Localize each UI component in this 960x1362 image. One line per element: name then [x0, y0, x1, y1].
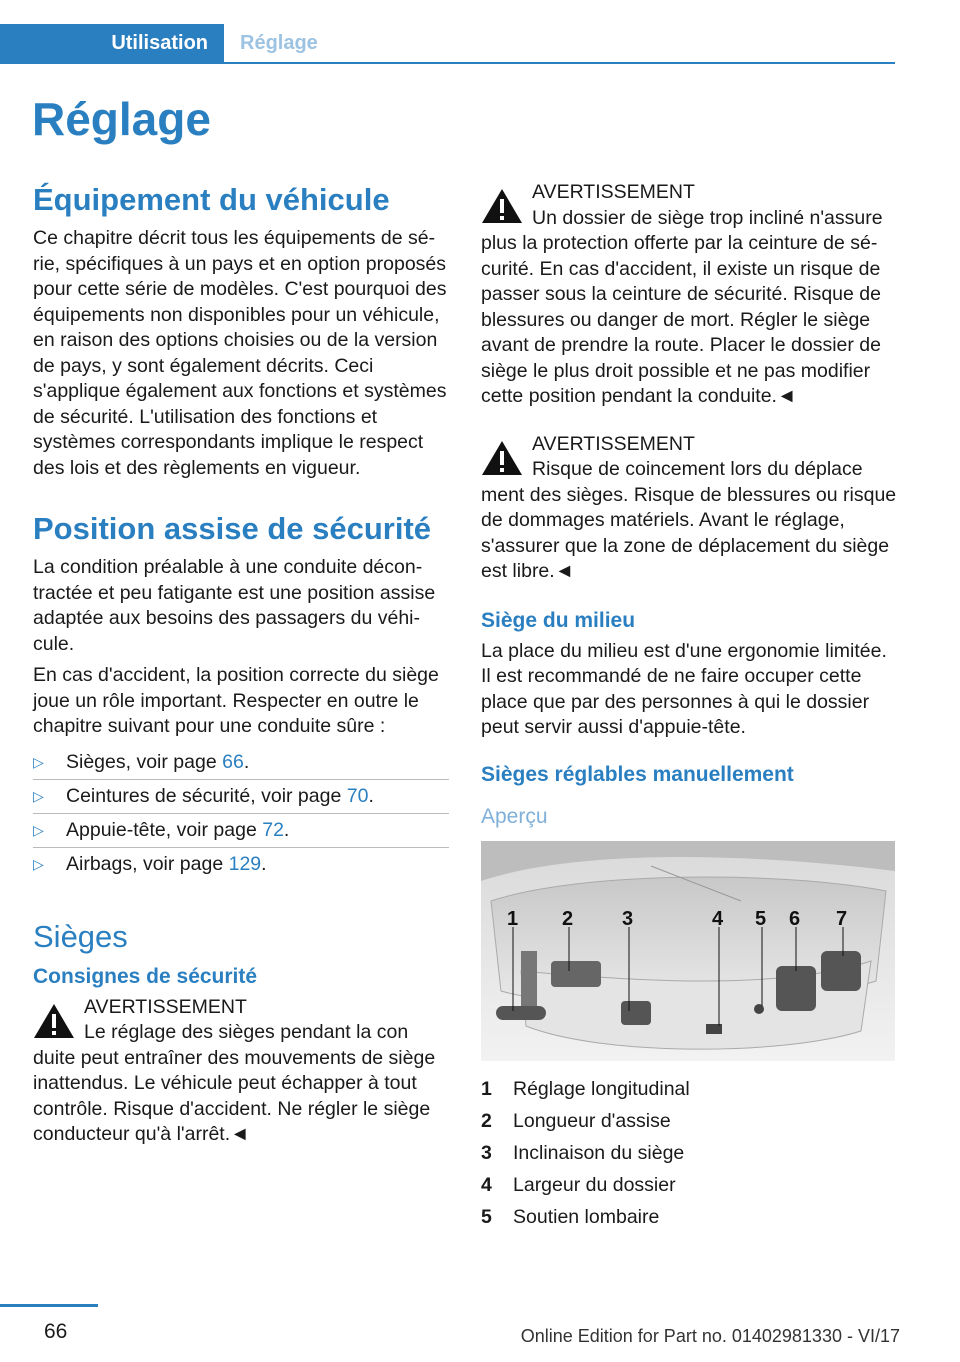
equipement-paragraph: Ce chapitre décrit tous les équipements de série, spécifiques à un pays et en option proposés pour cette série de modèles. C'est pourquoi des équipements non disponibles pour un véhicule, en raison des options choisies ou de la version de pays, y sont également décrits. Ceci s'applique également aux fonctions et systèmes de sécurité. L'utilisation des fonctions et systèmes correspondants implique le respect des lois et des règlements en vigueur. — [33, 227, 447, 479]
warning-text: plus la protection offerte par la ceinture de sécurité. En cas d'accident, il existe un risque de passer sous la ceinture de sécurité. Risque de blessures ou danger de mort. Régler le siège avant de prendre la route. Placer le dossier de siège le plus droit possible et ne pas modifier cette position pendant la conduite.◄ — [481, 232, 881, 407]
edition-note: Online Edition for Part no. 01402981330 - VI/17 — [520, 1326, 900, 1346]
section-equipement-title: Équipement du véhicule — [33, 182, 390, 217]
list-item: 5 Soutien lombaire — [481, 1205, 660, 1228]
position-paragraph-2: En cas d'accident, la position correcte du siège joue un rôle important. Respecter en outre le chapitre suivant pour une conduite sûre : — [33, 664, 439, 737]
warning-title: AVERTISSEMENT — [84, 995, 247, 1018]
tab-reglage[interactable]: Réglage — [240, 32, 318, 54]
image-label: 4 — [712, 907, 724, 930]
milieu-paragraph: La place du milieu est d'une ergonomie limitée. Il est recommandé de ne faire occuper cette place que par des personnes à qui le dossier peut servir aussi d'appuie-tête. — [481, 639, 887, 738]
triangle-right-icon: ▷ — [33, 855, 44, 872]
reglables-title: Sièges réglables manuellement — [481, 762, 794, 786]
image-label: 3 — [622, 907, 634, 930]
image-label: 2 — [562, 907, 574, 930]
warning-text: duite peut entraîner des mouvements de siège inattendus. Le véhicule peut échapper à tout contrôle. Risque d'accident. Ne régler le siège conducteur qu'à l'arrêt.◄ — [33, 1046, 436, 1145]
page-title: Réglage — [32, 93, 211, 145]
triangle-right-icon: ▷ — [33, 753, 44, 770]
list-item: ▷ Sièges, voir page 66. — [33, 746, 449, 780]
warning-icon — [33, 1003, 75, 1039]
triangle-right-icon: ▷ — [33, 787, 44, 804]
image-label: 6 — [789, 907, 801, 930]
warning-title: AVERTISSEMENT — [532, 432, 695, 455]
image-label: 1 — [507, 907, 519, 930]
legend-list — [481, 1073, 897, 1233]
page-link[interactable]: 129 — [228, 852, 262, 875]
list-item: 1 Réglage longitudinal — [481, 1077, 690, 1100]
reference-list — [33, 746, 449, 881]
list-item: ▷ Appuie-tête, voir page 72. — [33, 814, 449, 848]
list-item: ▷ Ceintures de sécurité, voir page 70. — [33, 780, 449, 814]
list-item: ▷ Airbags, voir page 129. — [33, 848, 449, 881]
warning-text: ment des sièges. Risque de blessures ou risque de dommages matériels. Avant le réglage, s'assurer que la zone de déplacement du siège est libre.◄ — [481, 483, 897, 582]
seat-controls-illustration — [481, 841, 895, 1061]
warning-icon — [481, 188, 523, 224]
left-column — [33, 180, 449, 1170]
image-label: 7 — [836, 907, 848, 930]
page-link[interactable]: 70 — [346, 784, 369, 807]
warning-block-2 — [481, 180, 897, 410]
header-tabbar — [0, 24, 895, 64]
warning-icon — [481, 440, 523, 476]
warning-text-first: Le réglage des sièges pendant la con — [84, 1021, 409, 1043]
image-label: 5 — [755, 907, 767, 930]
section-position-title: Position assise de sécurité — [33, 511, 432, 546]
warning-title: AVERTISSEMENT — [532, 181, 695, 203]
page-link[interactable]: 66 — [222, 750, 244, 773]
position-paragraph-1: La condition préalable à une conduite décontractée et peu fatigante est une position assise adaptée aux besoins des passagers du véhicule. — [33, 556, 436, 655]
apercu-title: Aperçu — [481, 804, 548, 828]
right-column — [481, 180, 897, 1233]
warning-text-first: Un dossier de siège trop incliné n'assure — [532, 206, 883, 229]
page-number: 66 — [44, 1320, 68, 1343]
list-item: 2 Longueur d'assise — [481, 1109, 671, 1132]
warning-block-3 — [481, 432, 897, 585]
page-link[interactable]: 72 — [262, 818, 284, 841]
list-item: 3 Inclinaison du siège — [481, 1141, 685, 1164]
triangle-right-icon: ▷ — [33, 821, 44, 838]
warning-block-1 — [33, 995, 449, 1148]
footer-divider — [0, 1304, 98, 1307]
milieu-title: Siège du milieu — [481, 608, 636, 632]
consignes-title: Consignes de sécurité — [33, 964, 258, 988]
list-item: 4 Largeur du dossier — [481, 1173, 676, 1196]
section-sieges-title: Sièges — [33, 918, 128, 954]
warning-text-first: Risque de coincement lors du déplace — [532, 458, 863, 480]
tab-utilisation[interactable]: Utilisation — [0, 24, 224, 62]
